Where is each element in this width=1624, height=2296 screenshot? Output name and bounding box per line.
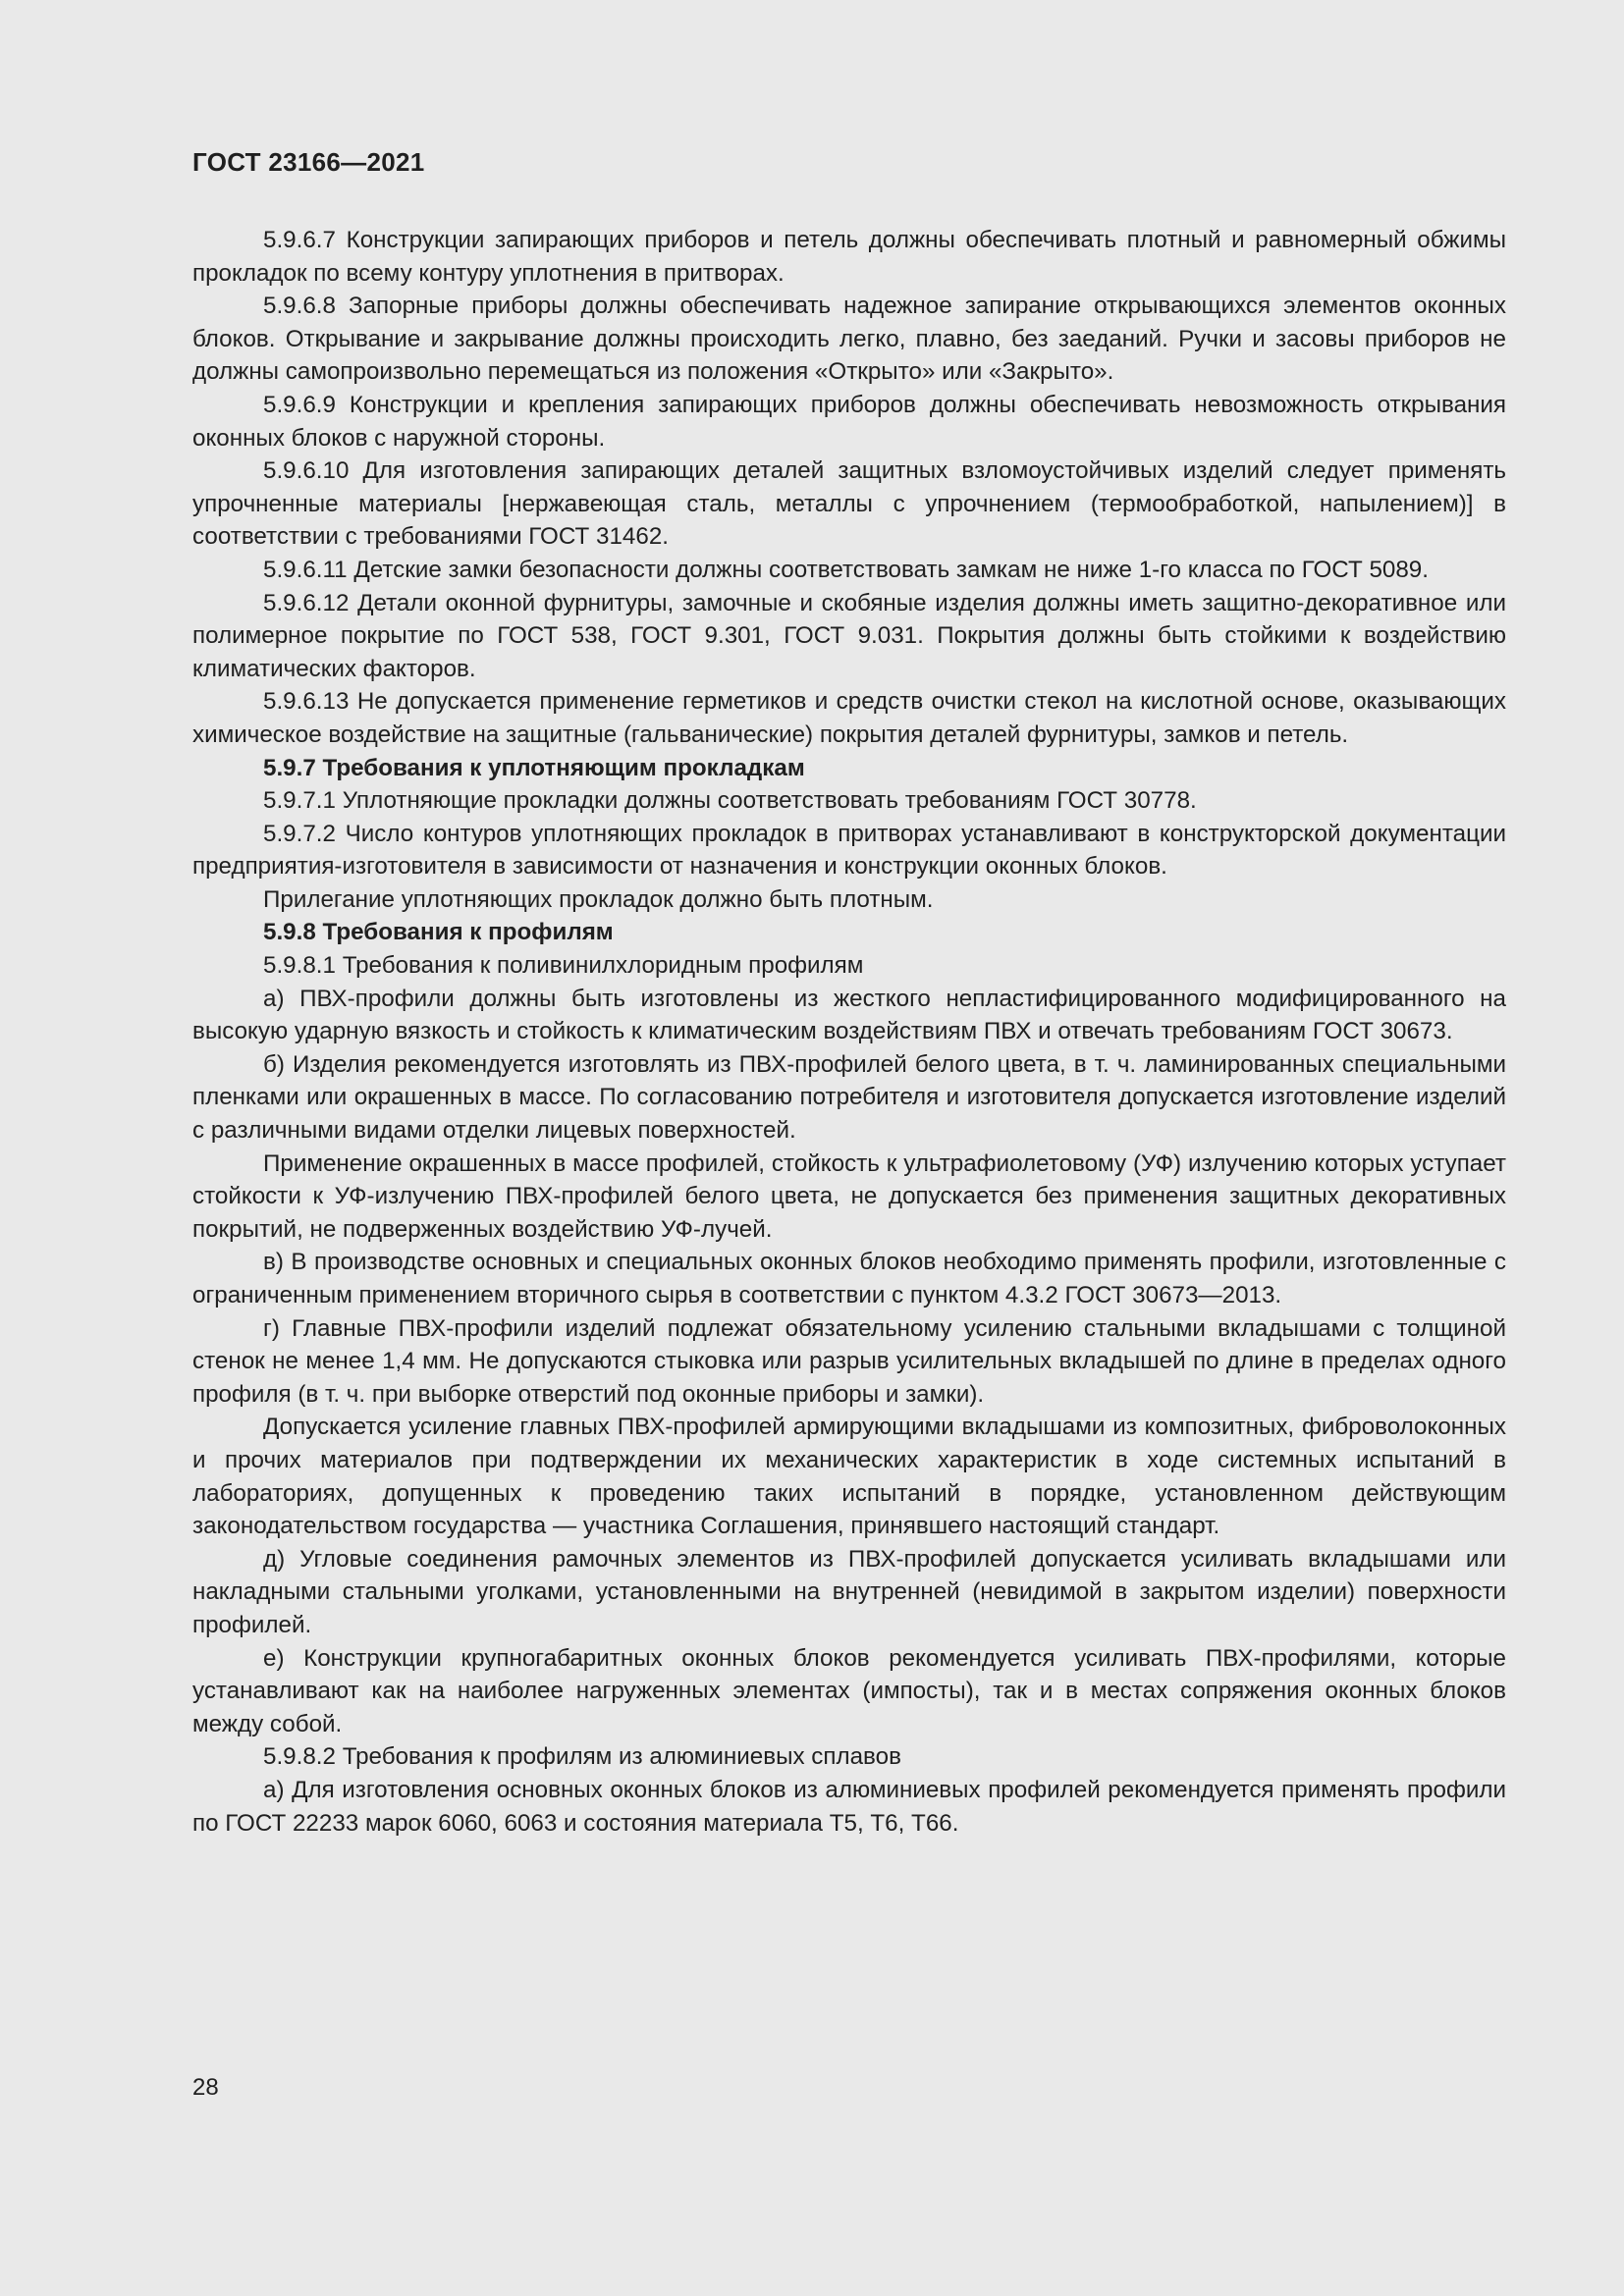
paragraph: 5.9.6.12 Детали оконной фурнитуры, замочные и скобяные изделия должны иметь защитно-декоративное или полимерное покрытие по ГОСТ 538, ГОСТ 9.301, ГОСТ 9.031. Покрытия должны быть стойкими к воздействию климатических факторов. [192, 589, 1506, 682]
document-header: ГОСТ 23166—2021 [192, 147, 425, 177]
paragraph: г) Главные ПВХ-профили изделий подлежат обязательному усилению стальными вкладышами с толщиной стенок не менее 1,4 мм. Не допускаются стыковка или разрыв усилительных вкладышей по длине в пределах одного профиля (в т. ч. при выборке отверстий под оконные приборы и замки). [192, 1314, 1506, 1408]
paragraph: 5.9.7.1 Уплотняющие прокладки должны соответствовать требованиям ГОСТ 30778. [263, 787, 1197, 815]
paragraph: 5.9.6.11 Детские замки безопасности должны соответствовать замкам не ниже 1-го класса по ГОСТ 5089. [263, 556, 1429, 583]
paragraph: а) ПВХ-профили должны быть изготовлены из жесткого непластифицированного модифицированного на высокую ударную вязкость и стойкость к климатическим воздействиям ПВХ и отвечать требованиям ГОСТ 30673. [192, 985, 1506, 1045]
paragraph: 5.9.7.2 Число контуров уплотняющих прокладок в притворах устанавливают в конструкторской документации предприятия-изготовителя в зависимости от назначения и конструкции оконных блоков. [192, 820, 1506, 881]
paragraph: 5.9.6.9 Конструкции и крепления запирающих приборов должны обеспечивать невозможность открывания оконных блоков с наружной стороны. [192, 391, 1506, 452]
page-number: 28 [192, 2074, 219, 2101]
paragraph: б) Изделия рекомендуется изготовлять из ПВХ-профилей белого цвета, в т. ч. ламинированных специальными пленками или окрашенных в массе. По согласованию потребителя и изготовителя допускается изготовление изделий с различными видами отделки лицевых поверхностей. [192, 1050, 1506, 1145]
paragraph: в) В производстве основных и специальных оконных блоков необходимо применять профили, изготовленные с ограниченным применением вторичного сырья в соответствии с пунктом 4.3.2 ГОСТ 30673—2013. [192, 1249, 1506, 1308]
section-heading: 5.9.8 Требования к профилям [263, 919, 614, 946]
paragraph: Применение окрашенных в массе профилей, стойкость к ультрафиолетовому (УФ) излучению которых уступает стойкости к УФ-излучению ПВХ-профилей белого цвета, не допускается без применения защитных декоративных покрытий, не подверженных воздействию УФ-лучей. [192, 1149, 1506, 1243]
paragraph: Прилегание уплотняющих прокладок должно быть плотным. [263, 885, 934, 913]
paragraph: 5.9.8.1 Требования к поливинилхлоридным профилям [263, 952, 864, 980]
paragraph: а) Для изготовления основных оконных блоков из алюминиевых профилей рекомендуется применять профили по ГОСТ 22233 марок 6060, 6063 и состояния материала Т5, Т6, Т66. [192, 1776, 1506, 1837]
paragraph: д) Угловые соединения рамочных элементов из ПВХ-профилей допускается усиливать вкладышами или накладными стальными уголками, установленными на внутренней (невидимой в закрытом изделии) поверхности профилей. [192, 1545, 1506, 1638]
paragraph: 5.9.6.13 Не допускается применение герметиков и средств очистки стекол на кислотной основе, оказывающих химическое воздействие на защитные (гальванические) покрытия деталей фурнитуры, замков и петель. [192, 688, 1506, 748]
paragraph: Допускается усиление главных ПВХ-профилей армирующими вкладышами из композитных, фиброволоконных и прочих материалов при подтверждении их механических характеристик в ходе системных испытаний в лабораториях, допущенных к проведению таких испытаний в порядке, установленном действующим законодательством государства — участника Соглашения, принявшего настоящий стандарт. [192, 1414, 1506, 1540]
paragraph: 5.9.8.2 Требования к профилям из алюминиевых сплавов [263, 1743, 901, 1771]
section-heading: 5.9.7 Требования к уплотняющим прокладкам [263, 754, 805, 781]
paragraph: 5.9.6.10 Для изготовления запирающих деталей защитных взломоустойчивых изделий следует применять упрочненные материалы [нержавеющая сталь, металлы с упрочнением (термообработкой, напылением)] в соответствии с требованиями ГОСТ 31462. [192, 457, 1506, 551]
document-body [192, 224, 1506, 1840]
paragraph: 5.9.6.7 Конструкции запирающих приборов и петель должны обеспечивать плотный и равномерный обжимы прокладок по всему контуру уплотнения в притворах. [192, 227, 1506, 287]
paragraph: 5.9.6.8 Запорные приборы должны обеспечивать надежное запирание открывающихся элементов оконных блоков. Открывание и закрывание должны происходить легко, плавно, без заеданий. Ручки и засовы приборов не должны самопроизвольно перемещаться из положения «Открыто» или «Закрыто». [192, 293, 1506, 386]
paragraph: е) Конструкции крупногабаритных оконных блоков рекомендуется усиливать ПВХ-профилями, которые устанавливают как на наиболее нагруженных элементах (импосты), так и в местах сопряжения оконных блоков между собой. [192, 1644, 1506, 1737]
